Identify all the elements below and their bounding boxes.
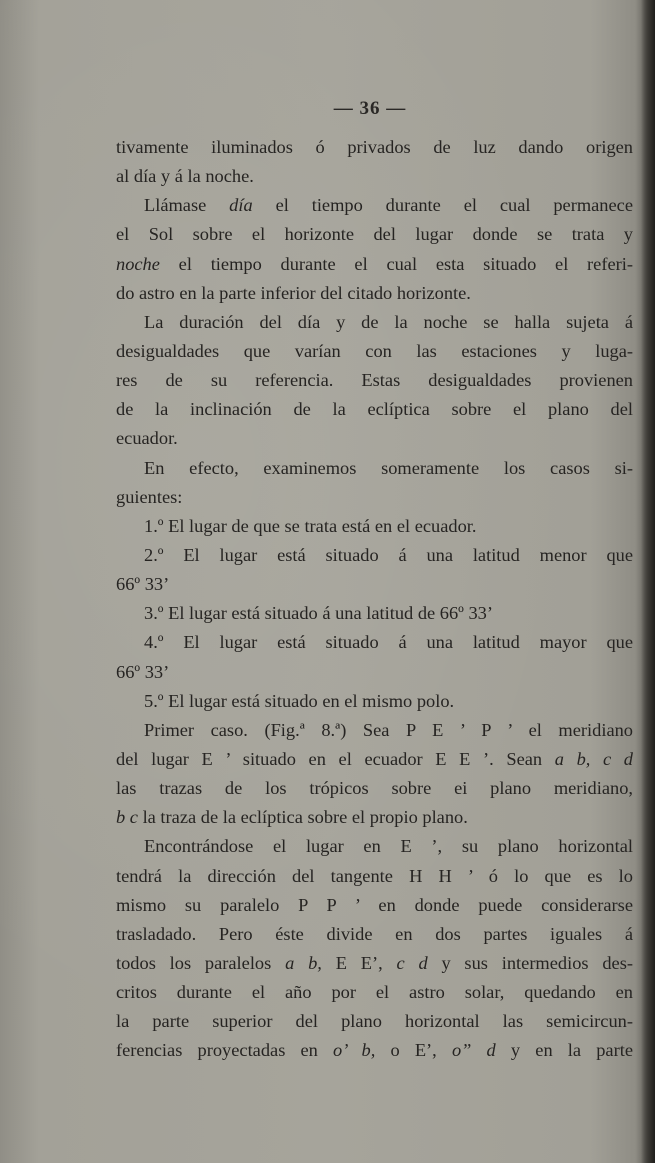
paragraph [116, 308, 633, 454]
text-segment: y en la parte [495, 1040, 633, 1061]
text-line [116, 541, 633, 570]
text-line [116, 774, 633, 803]
text-line [116, 687, 633, 716]
text-line [116, 570, 633, 599]
paragraph [116, 454, 633, 512]
text-segment: día [229, 195, 253, 216]
paragraph [116, 541, 633, 599]
text-segment: la parte superior del plano horizontal las semicircun- [116, 1011, 633, 1032]
text-segment: ferencias proyectadas en [116, 1040, 334, 1061]
text-line [116, 599, 633, 628]
text-line [116, 949, 633, 978]
text-segment: Llámase [144, 195, 230, 216]
text-segment: Encontrándose el lugar en E ’, su plano horizontal [144, 836, 633, 857]
text-segment: En efecto, examinemos someramente los casos si- [144, 457, 633, 478]
paragraph [116, 628, 633, 686]
text-segment: 2.º El lugar está situado á una latitud menor que [144, 544, 633, 565]
text-segment: y sus intermedios des- [427, 952, 633, 973]
text-segment: todos los paralelos [116, 952, 286, 973]
text-segment: a b, c d [554, 748, 633, 769]
text-segment: de la inclinación de la eclíptica sobre el plano del [116, 399, 633, 420]
text-segment: tivamente iluminados ó privados de luz dando origen [116, 137, 633, 157]
text-segment: o E’, [375, 1040, 452, 1061]
text-segment: 4.º El lugar está situado á una latitud mayor que [144, 632, 633, 653]
text-line [116, 308, 633, 337]
text-segment: o’ b, [333, 1040, 376, 1061]
text-segment: del lugar E ’ situado en el ecuador E E ’. Sean [116, 748, 555, 769]
text-segment: a b, [285, 952, 322, 973]
body-text [116, 133, 633, 1066]
text-line [116, 1007, 633, 1036]
text-segment: 5.º El lugar está situado en el mismo polo. [144, 690, 455, 711]
text-line [116, 279, 633, 308]
text-line [116, 395, 633, 424]
text-line [116, 191, 633, 220]
text-segment: las trazas de los trópicos sobre ei plano meridiano, [116, 778, 633, 799]
text-segment: desigualdades que varían con las estaciones y luga- [116, 340, 633, 361]
text-segment: do astro en la parte inferior del citado horizonte. [116, 282, 471, 303]
text-segment: La duración del día y de la noche se halla sujeta á [144, 311, 633, 332]
paragraph [116, 832, 633, 1065]
text-segment: noche [116, 253, 160, 274]
text-line [116, 745, 633, 774]
text-line [116, 803, 633, 832]
text-segment: el Sol sobre el horizonte del lugar donde se trata y [116, 224, 633, 245]
text-line [116, 978, 633, 1007]
text-line [116, 1036, 633, 1065]
page-binding-shadow [641, 0, 655, 1163]
text-line [116, 920, 633, 949]
text-line [116, 862, 633, 891]
text-segment: res de su referencia. Estas desigualdades provienen [116, 370, 633, 391]
text-segment: c d [396, 952, 428, 973]
text-segment: 3.º El lugar está situado á una latitud de 66º 33’ [144, 603, 493, 624]
page-number: — 36 — [333, 98, 407, 119]
text-segment: guientes: [116, 486, 183, 507]
paragraph [116, 687, 633, 716]
text-line [116, 366, 633, 395]
text-line [116, 133, 633, 162]
paragraph [116, 512, 633, 541]
paragraph [116, 191, 633, 308]
text-segment: Primer caso. (Fig.ª 8.ª) Sea P E ’ P ’ el meridiano [144, 719, 633, 740]
text-segment: 66º 33’ [116, 574, 170, 595]
text-segment: el tiempo durante el cual esta situado el referi- [159, 253, 633, 274]
text-line [116, 658, 633, 687]
text-segment: mismo su paralelo P P ’ en donde puede considerarse [116, 894, 633, 915]
text-segment: E E’, [321, 952, 397, 973]
text-segment: el tiempo durante el cual permanece [252, 195, 633, 216]
text-line [116, 716, 633, 745]
text-line [116, 454, 633, 483]
text-line [116, 832, 633, 861]
text-line [116, 337, 633, 366]
text-line [116, 512, 633, 541]
text-line [116, 891, 633, 920]
text-line [116, 220, 633, 249]
text-segment: critos durante el año por el astro solar, quedando en [116, 982, 633, 1003]
paragraph [116, 716, 633, 833]
text-segment: b c [116, 807, 138, 828]
text-segment: ecuador. [116, 428, 178, 449]
text-segment: trasladado. Pero éste divide en dos partes iguales á [116, 923, 633, 944]
text-segment: 1.º El lugar de que se trata está en el ecuador. [144, 515, 477, 536]
text-line [116, 628, 633, 657]
paragraph [116, 133, 633, 191]
text-line [116, 162, 633, 191]
paragraph [116, 599, 633, 628]
text-segment: tendrá la dirección del tangente H H ’ ó lo que es lo [116, 865, 633, 886]
text-segment: al día y á la noche. [116, 166, 254, 187]
text-line [116, 424, 633, 453]
text-segment: la traza de la eclíptica sobre el propio plano. [137, 807, 468, 828]
text-segment: 66º 33’ [116, 661, 170, 682]
text-segment: o” d [451, 1040, 496, 1061]
text-line [116, 483, 633, 512]
text-line [116, 250, 633, 279]
